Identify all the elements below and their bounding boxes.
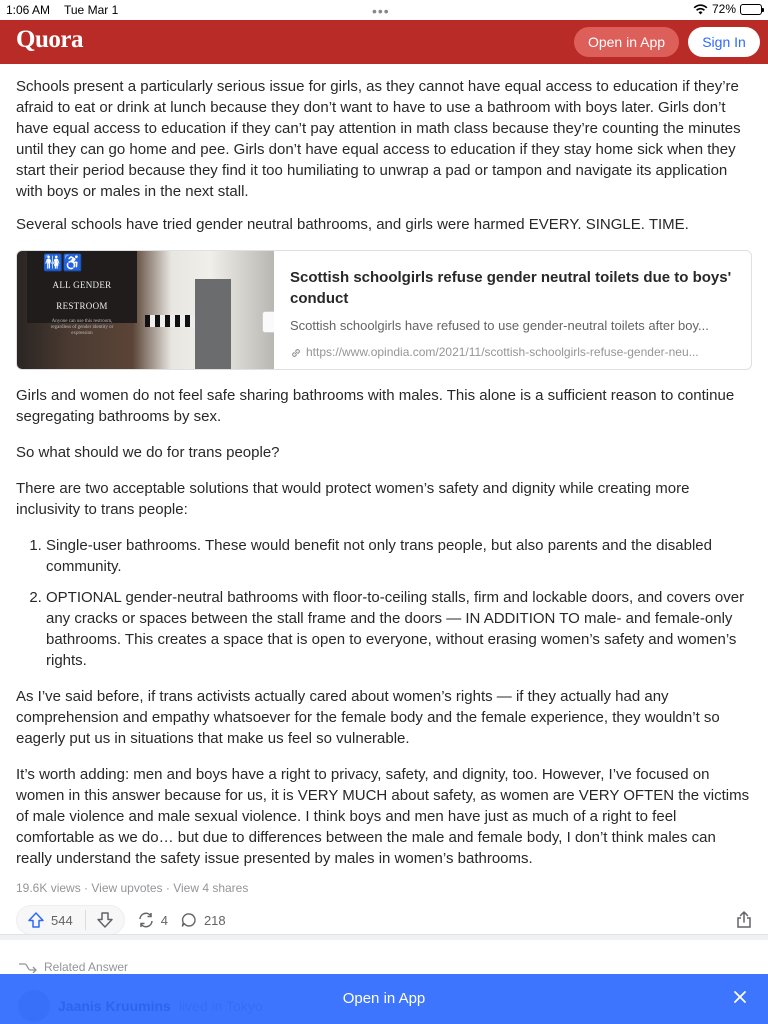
view-upvotes-link[interactable]: View upvotes (91, 881, 163, 895)
sign-in-button[interactable]: Sign In (688, 27, 760, 57)
view-shares-link[interactable]: View 4 shares (173, 881, 249, 895)
quora-logo[interactable]: Quora (16, 26, 83, 53)
top-header (0, 20, 768, 64)
banner-open-in-app[interactable]: Open in App (342, 990, 426, 1007)
status-right (693, 2, 762, 16)
downvote-arrow-icon (96, 911, 114, 929)
views-count: 19.6K views (16, 881, 81, 895)
comment-icon (180, 911, 198, 929)
upvote-count: 544 (51, 912, 73, 928)
reshare-icon (137, 911, 155, 929)
answer-content (16, 64, 752, 935)
upvote-button[interactable] (17, 910, 86, 930)
status-date: Tue Mar 1 (64, 3, 119, 17)
link-icon (290, 347, 302, 359)
related-arrow-icon (18, 961, 38, 973)
related-answer-label (18, 960, 128, 974)
link-preview-image (17, 251, 274, 369)
sign-title: ALL GENDER RESTROOM (52, 280, 112, 311)
link-preview-title[interactable]: Scottish schoolgirls refuse gender neutral toilets due to boys' conduct (290, 269, 732, 307)
answer-paragraph: Schools present a particularly serious issue for girls, as they cannot have equal access to education if they’re afraid to eat or drink at lunch because they don’t want to have to use a bathroom with boys later. Girls don’t have equal access to education if they can’t pay attention in math class because they’re counting the minutes until they can go home and pee. Girls don’t have equal access to education if they stay home sick when they start their period because they find it too humiliating to unwrap a pad or tampon and navigate its application with boys or males in the next stall. (16, 78, 741, 200)
answer-paragraph: As I’ve said before, if trans activists actually cared about women’s rights — if they actually had any comprehension and empathy whatsoever for the female body and the female experience, they wouldn’t so eagerly put us in situations that make us feel so vulnerable. (16, 688, 720, 747)
answer-actions (16, 905, 752, 935)
comment-count: 218 (203, 912, 226, 928)
link-preview-body (274, 251, 751, 369)
close-icon[interactable] (732, 989, 748, 1005)
restroom-people-icon: 🚻♿ (43, 255, 83, 272)
downvote-button[interactable] (86, 911, 124, 929)
related-answer-text: Related Answer (44, 960, 129, 974)
comment-button[interactable] (180, 910, 226, 931)
wifi-icon (693, 4, 708, 15)
answer-paragraph: Several schools have tried gender neutral bathrooms, and girls were harmed EVERY. SINGLE. TIME. (16, 216, 689, 233)
stall-door (195, 279, 231, 369)
link-preview-url-row[interactable] (290, 342, 735, 363)
battery-percent: 72% (711, 2, 736, 16)
tile-pattern (145, 315, 200, 327)
answer-paragraph: There are two acceptable solutions that would protect women’s safety and dignity while creating more inclusivity to trans people: (16, 480, 690, 518)
battery-icon (740, 4, 762, 15)
restroom-sign (27, 251, 137, 336)
answer-paragraph: So what should we do for trans people? (16, 444, 280, 461)
sign-subtitle: Anyone can use this restroom, regardless of gender identity or expression (50, 319, 114, 336)
upvote-arrow-icon (27, 911, 45, 929)
share-upload-icon (736, 911, 752, 929)
share-count: 4 (160, 912, 168, 928)
status-bar (0, 0, 768, 20)
answer-paragraph: Girls and women do not feel safe sharing bathrooms with males. This alone is a sufficient reason to continue segregating bathrooms by sex. (16, 387, 735, 425)
link-preview-card[interactable] (16, 250, 752, 370)
external-share-button[interactable] (736, 911, 752, 935)
open-in-app-button[interactable]: Open in App (574, 27, 679, 57)
open-in-app-banner[interactable] (0, 974, 768, 1024)
link-preview-description: Scottish schoolgirls have refused to use gender-neutral toilets after boy... (290, 318, 709, 333)
section-divider (0, 934, 768, 940)
link-preview-url: https://www.opindia.com/2021/11/scottish-schoolgirls-refuse-gender-neu... (306, 345, 699, 359)
list-item: 1. Single-user bathrooms. These would benefit not only trans people, but also parents and the disabled community. (46, 535, 752, 577)
share-button[interactable] (137, 910, 168, 931)
answer-paragraph: It’s worth adding: men and boys have a right to privacy, safety, and dignity, too. However, I’ve focused on women in this answer because for us, it is VERY MUCH about safety, as women are VERY OFTEN the victims of male violence and male sexual violence. I think boys and men have just as much of a right to feel comfortable as we do… but due to differences between the male and female body, I don’t think males can really understand the safety issue presented by males in women’s bathrooms. (16, 766, 750, 867)
soap-dispenser (262, 311, 274, 333)
answer-meta: 19.6K views · View upvotes · View 4 shares (16, 881, 249, 895)
vote-group (16, 905, 125, 935)
multitasking-dots-icon[interactable]: ••• (372, 3, 390, 19)
status-time: 1:06 AM (6, 3, 51, 17)
list-item: 2. OPTIONAL gender-neutral bathrooms with floor-to-ceiling stalls, firm and lockable doors, and covers over any cracks or spaces between the stall frame and the doors — IN ADDITION TO male- and female-only bathrooms. This creates a space that is open to everyone, without erasing women’s safety and women’s rights. (46, 587, 752, 671)
solutions-list (16, 535, 752, 671)
